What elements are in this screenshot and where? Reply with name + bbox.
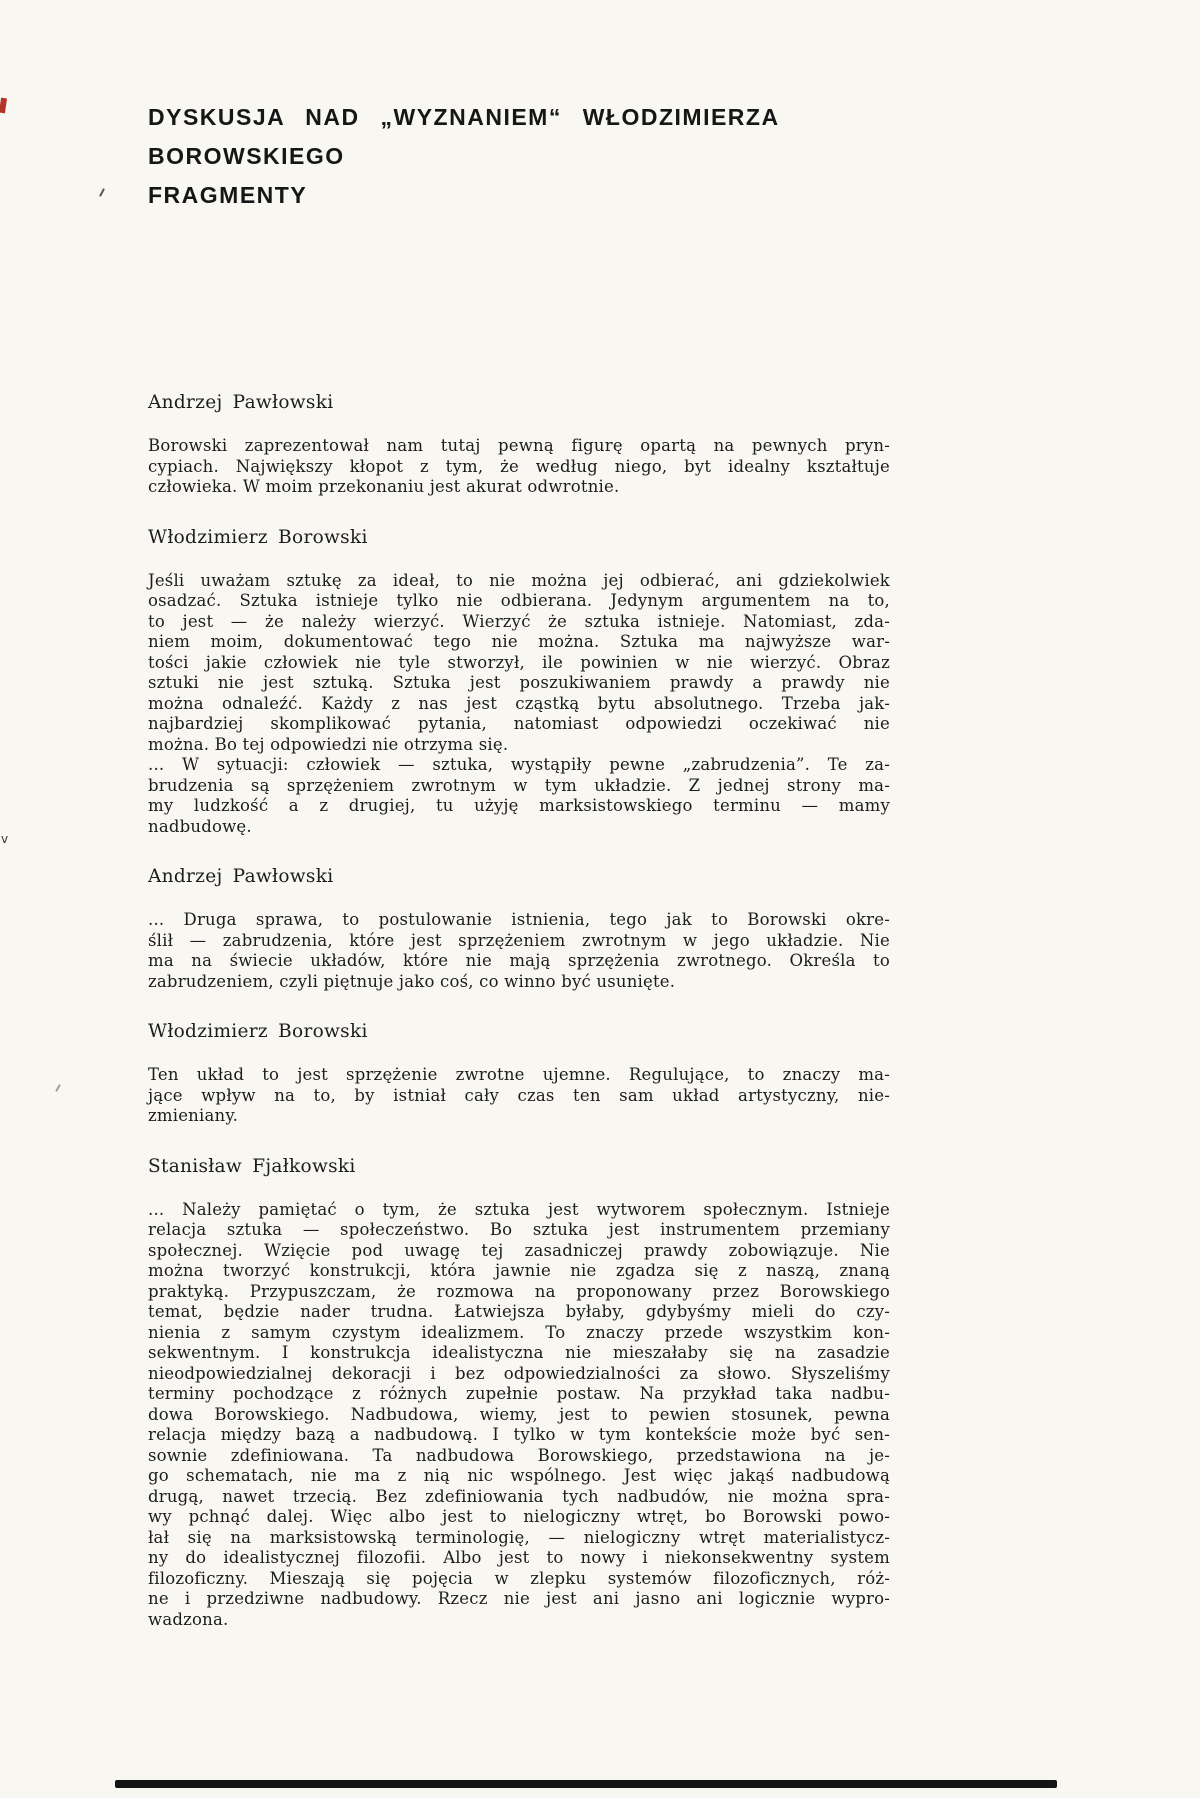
scan-artifact-red-corner-mark xyxy=(0,98,7,114)
scan-artifact-apostrophe-mark xyxy=(99,188,105,197)
text-line: sownie zdefiniowana. Ta nadbudowa Borowskiego, przedstawiona na je- xyxy=(148,1445,890,1465)
text-line: zabrudzeniem, czyli piętnuje jako coś, co winno być usunięte. xyxy=(148,971,676,991)
discussion-section xyxy=(148,1156,890,1631)
text-line: filozoficzny. Mieszają się pojęcia w zlepku systemów filozoficznych, róż- xyxy=(148,1568,890,1588)
text-line: relacja między bazą a nadbudową. I tylko w tym kontekście może być sen- xyxy=(148,1425,890,1444)
text-line: ne i przedziwne nadbudowy. Rzecz nie jest ani jasno ani logicznie wypro- xyxy=(148,1589,890,1608)
text-line: praktyką. Przypuszczam, że rozmowa na proponowany przez Borowskiego xyxy=(148,1281,890,1301)
text-line: łał się na marksistowską terminologię, — nielogiczny wtręt materialistycz- xyxy=(148,1527,890,1547)
text-line: Ten układ to jest sprzężenie zwrotne ujemne. Regulujące, to znaczy ma- xyxy=(148,1065,890,1084)
discussion-section xyxy=(148,527,890,838)
text-line: zmieniany. xyxy=(148,1106,239,1125)
text-line: Borowski zaprezentował nam tutaj pewną figurę opartą na pewnych pryn- xyxy=(148,436,890,455)
speaker-name: Andrzej Pawłowski xyxy=(148,866,334,887)
scan-artifact-small-tick xyxy=(55,1084,61,1092)
text-line: najbardziej skomplikować pytania, natomiast odpowiedzi oczekiwać nie xyxy=(148,714,890,733)
scan-bottom-bar xyxy=(115,1780,1057,1788)
text-line: jące wpływ na to, by istniał cały czas ten sam układ artystyczny, nie- xyxy=(148,1085,890,1105)
speaker-name: Andrzej Pawłowski xyxy=(148,392,334,413)
discussion-section xyxy=(148,392,890,498)
text-line: można odnaleźć. Każdy z nas jest cząstką bytu absolutnego. Trzeba jak- xyxy=(148,693,890,713)
speaker-name: Stanisław Fjałkowski xyxy=(148,1155,356,1177)
text-line: drugą, nawet trzecią. Bez zdefiniowania tych nadbudów, nie można spra- xyxy=(148,1486,890,1506)
text-line: terminy pochodzące z różnych zupełnie postaw. Na przykład taka nadbu- xyxy=(148,1384,890,1403)
paragraph xyxy=(148,755,890,837)
text-line: temat, będzie nader trudna. Łatwiejsza byłaby, gdybyśmy mieli do czy- xyxy=(148,1302,890,1321)
discussion-section xyxy=(148,1021,890,1127)
text-line: wadzona. xyxy=(148,1609,229,1629)
scanned-document xyxy=(0,98,1200,1798)
text-line: społecznej. Wzięcie pod uwagę tej zasadniczej prawdy zobowiązuje. Nie xyxy=(148,1240,890,1260)
text-line: dowa Borowskiego. Nadbudowa, wiemy, jest to pewien stosunek, pewna xyxy=(148,1404,890,1424)
text-line: wy pchnąć dalej. Więc albo jest to nielogiczny wtręt, bo Borowski powo- xyxy=(148,1507,890,1526)
paragraph xyxy=(148,1200,890,1631)
document-title xyxy=(148,98,890,215)
text-line: nienia z samym czystym idealizmem. To znaczy przede wszystkim kon- xyxy=(148,1322,890,1342)
paragraph xyxy=(148,571,890,756)
text-line: ma na świecie układów, które nie mają sprzężenia zwrotnego. Określa to xyxy=(148,951,890,970)
paragraph xyxy=(148,1065,890,1127)
text-line: ... Należy pamiętać o tym, że sztuka jest wytworem społecznym. Istnieje xyxy=(148,1199,890,1219)
document-title-line1: DYSKUSJA NAD „WYZNANIEM“ WŁODZIMIERZA BOROWSKIEGO xyxy=(148,104,779,169)
text-line: można. Bo tej odpowiedzi nie otrzyma się. xyxy=(148,734,509,754)
document-body xyxy=(148,392,890,1630)
speaker-name: Włodzimierz Borowski xyxy=(148,526,368,548)
text-line: brudzenia są sprzężeniem zwrotnym w tym układzie. Z jednej strony ma- xyxy=(148,775,890,795)
text-line: my ludzkość a z drugiej, tu użyję marksistowskiego terminu — mamy xyxy=(148,796,890,815)
text-line: ny do idealistycznej filozofii. Albo jest to nowy i niekonsekwentny system xyxy=(148,1548,890,1567)
text-line: nieodpowiedzialnej dekoracji i bez odpowiedzialności za słowo. Słyszeliśmy xyxy=(148,1363,890,1383)
text-line: relacja sztuka — społeczeństwo. Bo sztuka jest instrumentem przemiany xyxy=(148,1220,890,1239)
discussion-section xyxy=(148,866,890,992)
text-line: to jest — że należy wierzyć. Wierzyć że sztuka istnieje. Natomiast, zda- xyxy=(148,611,890,631)
text-line: niem moim, dokumentować tego nie można. Sztuka ma najwyższe war- xyxy=(148,632,890,651)
text-line: sztuki nie jest sztuką. Sztuka jest poszukiwaniem prawdy a prawdy nie xyxy=(148,673,890,692)
text-line: nadbudowę. xyxy=(148,816,252,836)
text-line: ślił — zabrudzenia, które jest sprzężeniem zwrotnym w jego układzie. Nie xyxy=(148,930,890,950)
text-line: Jeśli uważam sztukę za ideał, to nie można jej odbierać, ani gdziekolwiek xyxy=(148,570,890,590)
text-line: sekwentnym. I konstrukcja idealistyczna nie mieszałaby się na zasadzie xyxy=(148,1343,890,1362)
text-line: człowieka. W moim przekonaniu jest akurat odwrotnie. xyxy=(148,477,620,496)
text-line: można tworzyć konstrukcji, która jawnie nie zgadza się z naszą, znaną xyxy=(148,1261,890,1280)
text-line: go schematach, nie ma z nią nic wspólnego. Jest więc jakąś nadbudową xyxy=(148,1466,890,1485)
text-line: cypiach. Największy kłopot z tym, że według niego, byt idealny kształtuje xyxy=(148,456,890,476)
text-line: tości jakie człowiek nie tyle stworzył, ile powinien w nie wierzyć. Obraz xyxy=(148,652,890,672)
text-line: ... Druga sprawa, to postulowanie istnienia, tego jak to Borowski okre- xyxy=(148,910,890,929)
document-title-line2: FRAGMENTY xyxy=(148,182,308,208)
speaker-name: Włodzimierz Borowski xyxy=(148,1021,368,1042)
scan-artifact-left-edge-mark: v xyxy=(1,832,9,846)
page-content xyxy=(148,98,890,1630)
text-line: ... W sytuacji: człowiek — sztuka, wystąpiły pewne „zabrudzenia”. Te za- xyxy=(148,755,890,774)
paragraph xyxy=(148,436,890,498)
text-line: osadzać. Sztuka istnieje tylko nie odbierana. Jedynym argumentem na to, xyxy=(148,591,890,610)
paragraph xyxy=(148,910,890,992)
